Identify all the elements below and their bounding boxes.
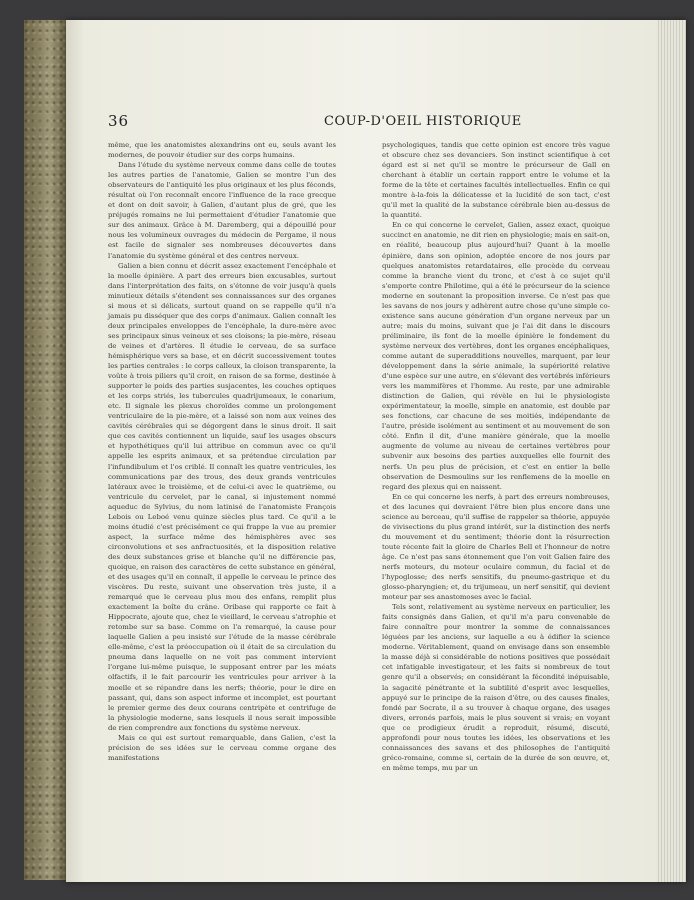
paragraph: psychologiques, tandis que cette opinion est encore très vague et obscure chez ses devanciers. Son instinct scientifique à cet égard est si net qu'il se montre le précurseur de Gall en cherchant à établir un certain rapport entre le volume et la forme de la tête et certaines facultés intellectuelles. Enfin ce qui montre à-la-fois la délicatesse et la lucidité de son tact, c'est qu'il met la qualité de la substance cérébrale bien au-dessus de la quantité. (382, 141, 610, 220)
right-column (382, 140, 610, 773)
running-title: COUP-D'OEIL HISTORIQUE (324, 114, 522, 129)
paragraph: Dans l'étude du système nerveux comme dans celle de toutes les autres parties de l'anatomie, Galien se montre l'un des observateurs de l'antiquité les plus originaux et les plus féconds, résultat où l'on reconnaît encore l'influence de la race grecque et dont on doit savoir, à Galien, d'autant plus de gré, que les préjugés romains ne lui permettaient d'étudier l'anatomie que sur des animaux. Grâce à M. Daremberg, qui a dépouillé pour nous les volumineux ouvrages du médecin de Pergame, il nous est facile de signaler ses nombreuses découvertes dans l'anatomie du système général et des centres nerveux. (108, 161, 336, 260)
book-binding (24, 20, 68, 880)
paragraph: En ce qui concerne les nerfs, à part des erreurs nombreuses, et des lacunes qui devraient l'être bien plus encore dans une science au berceau, qu'il suffise de rappeler sa théorie, appuyée de vivisections du plus grand intérêt, sur la distinction des nerfs du mouvement et du sentiment; théorie dont la résurrection toute récente fait la gloire de Charles Bell et l'honneur de notre âge. Ce n'est pas sans étonnement que l'on voit Galien faire des nerfs moteurs, du moteur oculaire commun, du facial et de l'hypoglosse; des nerfs sensitifs, du pneumo-gastrique et du glosso-pharyngien; et, du trijumeau, un nerf sensitif, qui devient moteur par ses anastomoses avec le facial. (382, 492, 610, 602)
left-column (108, 140, 336, 763)
page-header (108, 112, 608, 134)
paragraph: Tels sont, relativement au système nerveux en particulier, les faits consignés dans Galien, et qu'il m'a paru convenable de faire connaître pour montrer la somme de connaissances léguées par les anciens, sur laquelle a eu à édifier la science moderne. Véritablement, quand on envisage dans son ensemble la masse déjà si considérable de notions positives que possédait cet infatigable investigateur, et les faits si nombreux de tout genre qu'il a observés; en considérant la fécondité inépuisable, la sagacité pénétrante et la subtilité d'esprit avec lesquelles, appuyé sur le principe de la raison d'être, ou des causes finales, fondé par Socrate, il a su trouver à chaque organe, des usages divers, erronés parfois, mais le plus souvent si vrais; en voyant que ce prodigieux érudit a reproduit, résumé, discuté, approfondi pour nous toutes les idées, les observations et les connaissances des savans et des philosophes de l'antiquité gréco-romaine, comme si, certain de la durée de son œuvre, et, en même temps, mu par un (382, 603, 610, 772)
page-edge (658, 20, 686, 882)
paragraph: même, que les anatomistes alexandrins ont eu, seuls avant les modernes, de pouvoir étudier sur des corps humains. (108, 141, 336, 160)
page-number: 36 (108, 112, 130, 130)
paragraph: En ce qui concerne le cervelet, Galien, assez exact, quoique succinct en anatomie, ne dit rien en physiologie; mais en sait-on, en réalité, beaucoup plus aujourd'hui? Quant à la moelle épinière, dans son opinion, adoptée encore de nos jours par quelques anatomistes retardataires, elle procède du cerveau comme la branche vient du tronc, et c'est à ce sujet qu'il s'emporte contre Philotime, qui a été le précurseur de la science moderne en soutenant la proposition inverse. Ce n'est pas que les savans de nos jours y adhèrent autre chose qu'une simple co-existence sans aucune génération d'un organe nerveux par un autre; mais du moins, suivant que je l'ai dit dans le discours préliminaire, ils font de la moelle épinière le fondement du système nerveux des vertèbres, dont les organes encéphaliques, comme autant de superadditions nouvelles, marquent, par leur développement dans la série animale, la supériorité relative d'une espèce sur une autre, en s'élevant des vertébrés inférieurs vers les mammifères et l'homme. Au reste, par une admirable distinction de Galien, qui révèle en lui le physiologiste expérimentateur, la moelle, simple en anatomie, est double par ses fonctions, car chacune de ses moitiés, indépendante de l'autre, préside isolément au sentiment et au mouvement de son côté. Enfin il dit, d'une manière générale, que la moelle augmente de volume au niveau de certaines vertèbres pour subvenir aux besoins des parties auxquelles elle fournit des nerfs. Un peu plus de précision, et c'est en entier la belle observation de Desmoulins sur les renflemens de la moelle en regard des plexus qui en naissent. (382, 221, 610, 491)
paragraph: Mais ce qui est surtout remarquable, dans Galien, c'est la précision de ses idées sur le cerveau comme organe des manifestations (108, 733, 336, 762)
paragraph: Galien a bien connu et décrit assez exactement l'encéphale et la moelle épinière. A part des erreurs bien excusables, surtout dans l'interprétation des faits, on s'étonne de voir jusqu'à quels minutieux détails s'étendent ses connaissances sur des organes si mous et si délicats, surtout quand on se rappelle qu'il n'a jamais pu disséquer que des corps d'animaux. Galien connaît les deux principales enveloppes de l'encéphale, la dure-mère avec ses principaux sinus veineux et ses cloisons; la pie-mère, réseau de veines et d'artères. Il étudie le cerveau, de sa surface hémisphérique vers sa base, et en décrit successivement toutes les parties centrales : le corps calleux, la cloison transparente, la voûte à trois piliers qu'il croit, en raison de sa forme, destinée à supporter le poids des parties susjacentes, les couches optiques et les corps striés, les tubercules quadrijumeaux, le conarium, etc. Il signale les plexus choroïdes comme un prolongement ventriculaire de la pie-mère, et a laissé son nom aux veines des cavités cérébrales qui se dégorgent dans le sinus droit. Il sait que ces cavités contiennent un liquide, sauf les usages obscurs et hypothétiques qu'il lui attribue en commun avec ce qu'il appelle les esprits animaux, et sa prétendue circulation par l'infundibulum et l'os criblé. Il connaît les quatre ventricules, les communications par des trous, des deux grands ventricules latéraux avec le troisième, et de celui-ci avec le quatrième, ou ventricule du cervelet, par le canal, si injustement nommé aqueduc de Sylvius, du nom latinisé de l'anatomiste François Lebois ou Leboé venu quinze siècles plus tard. Ce qu'il a le moins étudié c'est précisément ce qui frappe la vue au premier aspect, la surface même des hémisphères avec ses circonvolutions et ses anfractuosités, et la disposition relative des deux substances grise et blanche qu'il ne différencie pas, quoique, en raison des caractères de cette substance en général, et des usages qu'il en connaît, il appelle le cerveau le prince des viscères. Du reste, suivant une observation très juste, il a remarqué que le cerveau plus mou des enfans, remplit plus exactement la boîte du crâne. Oribase qui rapporte ce fait à Hippocrate, ajoute que, chez le vieillard, le cerveau s'atrophie et retombe sur sa base. Comme on l'a remarqué, la cause pour laquelle Galien a peu insisté sur l'étude de la masse cérébrale elle-même, c'est la préoccupation où il était de sa circulation du pneuma dans laquelle on ne voit pas comment intervient l'organe lui-même puisque, le supposant entrer par les méats olfactifs, il le fait parcourir les ventricules pour arriver à la moelle et se répandre dans les nerfs; théorie, pour le dire en passant, qui, dans son aspect informe et incomplet, est pourtant le premier germe des deux courans centripète et centrifuge de la physiologie moderne, sans lesquels il nous serait impossible de rien comprendre aux fonctions du système nerveux. (108, 261, 336, 732)
